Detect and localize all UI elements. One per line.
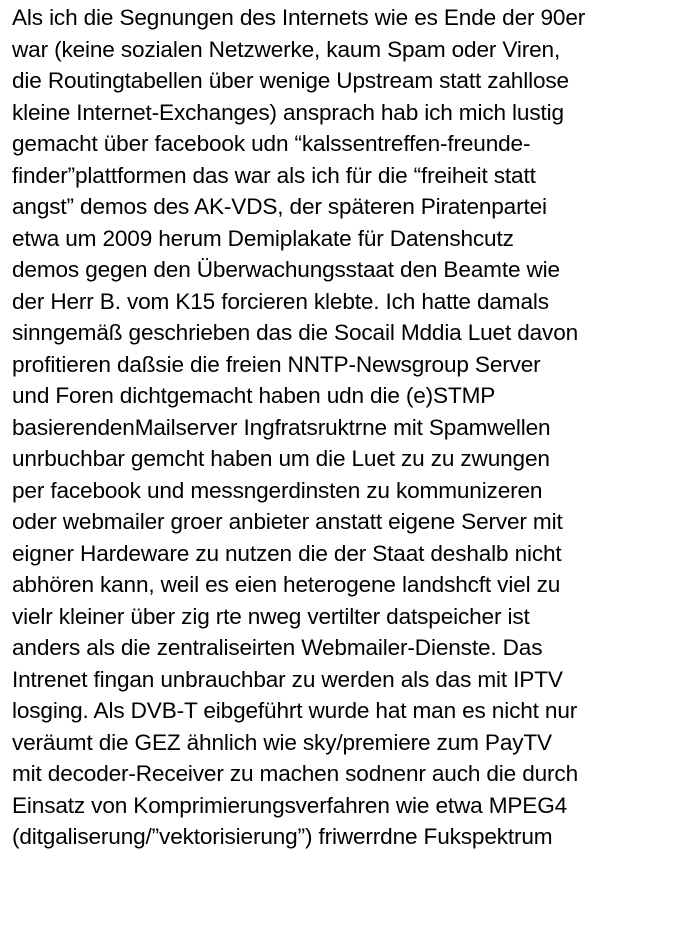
text-line-5: gemacht über facebook udn “kalssentreffen-freunde-: [12, 131, 531, 156]
text-line-25: mit decoder-Receiver zu machen sodnenr auch die durch: [12, 761, 578, 786]
text-line-19: abhören kann, weil es eien heterogene landshcft viel zu: [12, 572, 561, 597]
text-line-17: oder webmailer groer anbieter anstatt eigene Server mit: [12, 509, 563, 534]
text-line-7: angst” demos des AK-VDS, der späteren Piratenpartei: [12, 194, 547, 219]
text-line-16: per facebook und messngerdinsten zu kommunizeren: [12, 477, 543, 503]
text-line-1: Als ich die Segnungen des Internets wie es Ende der 90er: [12, 5, 586, 30]
body-text: [12, 2, 680, 853]
text-line-26: Einsatz von Komprimierungsverfahren wie etwa MPEG4: [12, 792, 568, 818]
text-line-14: basierendenMailserver Ingfratsruktrne mit Spamwellen: [12, 414, 551, 440]
text-line-10: der Herr B. vom K15 forcieren klebte. Ich hatte damals: [12, 288, 549, 314]
text-line-6: finder”plattformen das war als ich für die “freiheit statt: [12, 162, 536, 188]
text-line-11: sinngemäß geschrieben das die Socail Mddia Luet davon: [12, 320, 579, 345]
text-line-8: etwa um 2009 herum Demiplakate für Datenshcutz: [12, 225, 514, 251]
text-line-20: vielr kleiner über zig rte nweg vertilter datspeicher ist: [12, 603, 530, 629]
text-line-21: anders als die zentraliseirten Webmailer-Dienste. Das: [12, 635, 543, 660]
text-line-13: und Foren dichtgemacht haben udn die (e)STMP: [12, 383, 496, 408]
text-line-4: kleine Internet-Exchanges) ansprach hab ich mich lustig: [12, 99, 564, 125]
text-line-22: Intrenet fingan unbrauchbar zu werden als das mit IPTV: [12, 666, 563, 692]
text-line-2: war (keine sozialen Netzwerke, kaum Spam oder Viren,: [12, 36, 561, 62]
text-line-9: demos gegen den Überwachungsstaat den Beamte wie: [12, 257, 560, 282]
text-line-12: profitieren daßsie die freien NNTP-Newsgroup Server: [12, 351, 541, 377]
text-line-3: die Routingtabellen über wenige Upstream statt zahllose: [12, 68, 569, 93]
text-line-27: (ditgaliserung/”vektorisierung”) friwerrdne Fukspektrum: [12, 824, 553, 849]
text-line-23: losging. Als DVB-T eibgeführt wurde hat man es nicht nur: [12, 698, 578, 723]
text-line-24: veräumt die GEZ ähnlich wie sky/premiere zum PayTV: [12, 729, 552, 755]
text-line-15: unrbuchbar gemcht haben um die Luet zu zu zwungen: [12, 446, 550, 471]
text-line-18: eigner Hardeware zu nutzen die der Staat deshalb nicht: [12, 540, 562, 566]
